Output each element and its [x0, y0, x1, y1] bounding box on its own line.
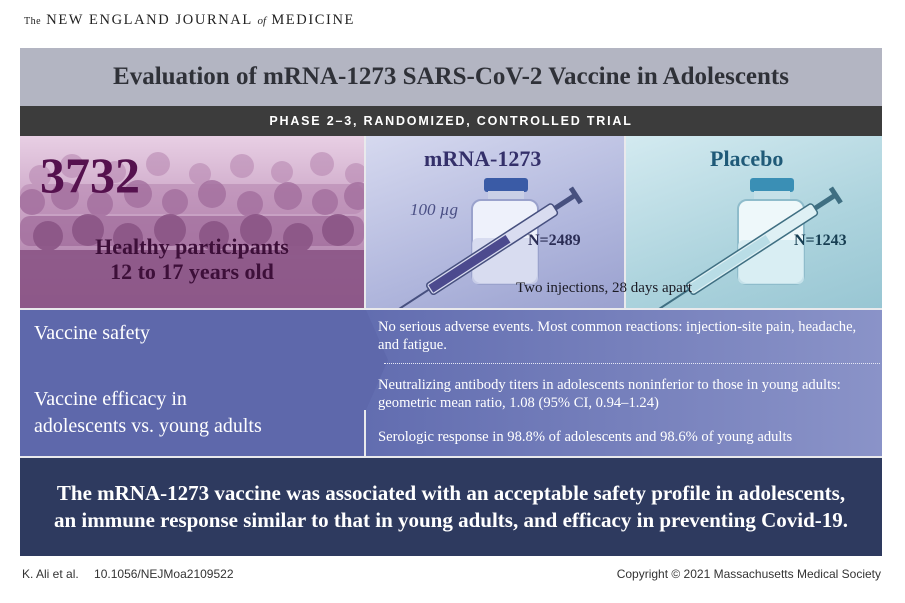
trial-design: PHASE 2–3, RANDOMIZED, CONTROLLED TRIAL: [269, 114, 633, 128]
authors: K. Ali et al.: [22, 567, 79, 581]
journal-the: The: [24, 16, 42, 27]
journal-name-part1: NEW ENGLAND JOURNAL: [46, 12, 253, 28]
vaccine-arm-name: mRNA-1273: [424, 146, 542, 171]
journal-name-part2: MEDICINE: [271, 12, 355, 28]
conclusion: [54, 480, 848, 534]
efficacy-label-line1: Vaccine efficacy in: [34, 388, 187, 410]
trial-design-band: [20, 106, 882, 136]
visual-abstract: [20, 48, 882, 556]
conclusion-band: [20, 458, 882, 556]
efficacy-label: [34, 386, 262, 440]
journal-masthead: [24, 12, 355, 29]
participant-description-line2: 12 to 17 years old: [110, 259, 274, 284]
conclusion-line2: an immune response similar to that in young adults, and efficacy in preventing Covid-19.: [54, 508, 848, 532]
participant-description-line1: Healthy participants: [95, 234, 289, 259]
copyright: Copyright © 2021 Massachusetts Medical Society: [616, 567, 881, 581]
vaccine-dose: 100 µg: [410, 200, 459, 219]
injection-schedule: Two injections, 28 days apart: [516, 280, 692, 296]
outcome-divider: [384, 363, 880, 364]
safety-result: No serious adverse events. Most common reactions: injection-site pain, headache, and fatigue.: [378, 319, 857, 353]
vaccine-arm-n: N=2489: [528, 232, 581, 249]
doi: 10.1056/NEJMoa2109522: [94, 567, 234, 581]
placebo-arm-n: N=1243: [794, 232, 847, 249]
participant-description: [20, 234, 364, 284]
abstract-title: Evaluation of mRNA-1273 SARS-CoV-2 Vaccine in Adolescents: [113, 63, 789, 90]
journal-of: of: [257, 15, 267, 27]
placebo-arm-name: Placebo: [710, 146, 784, 171]
safety-label: Vaccine safety: [34, 322, 151, 344]
citation: [22, 567, 234, 581]
participant-count: 3732: [40, 147, 140, 203]
efficacy-result-titers: Neutralizing antibody titers in adolescents noninferior to those in young adults: geometric mean ratio, 1.08 (95% CI, 0.94–1.24): [378, 377, 841, 411]
efficacy-label-line2: adolescents vs. young adults: [34, 415, 262, 437]
title-band: [20, 48, 882, 106]
efficacy-result-serologic: Serologic response in 98.8% of adolescents and 98.6% of young adults: [378, 429, 793, 445]
conclusion-line1: The mRNA-1273 vaccine was associated with an acceptable safety profile in adolescents,: [56, 481, 846, 505]
participants-panel: [20, 136, 364, 308]
